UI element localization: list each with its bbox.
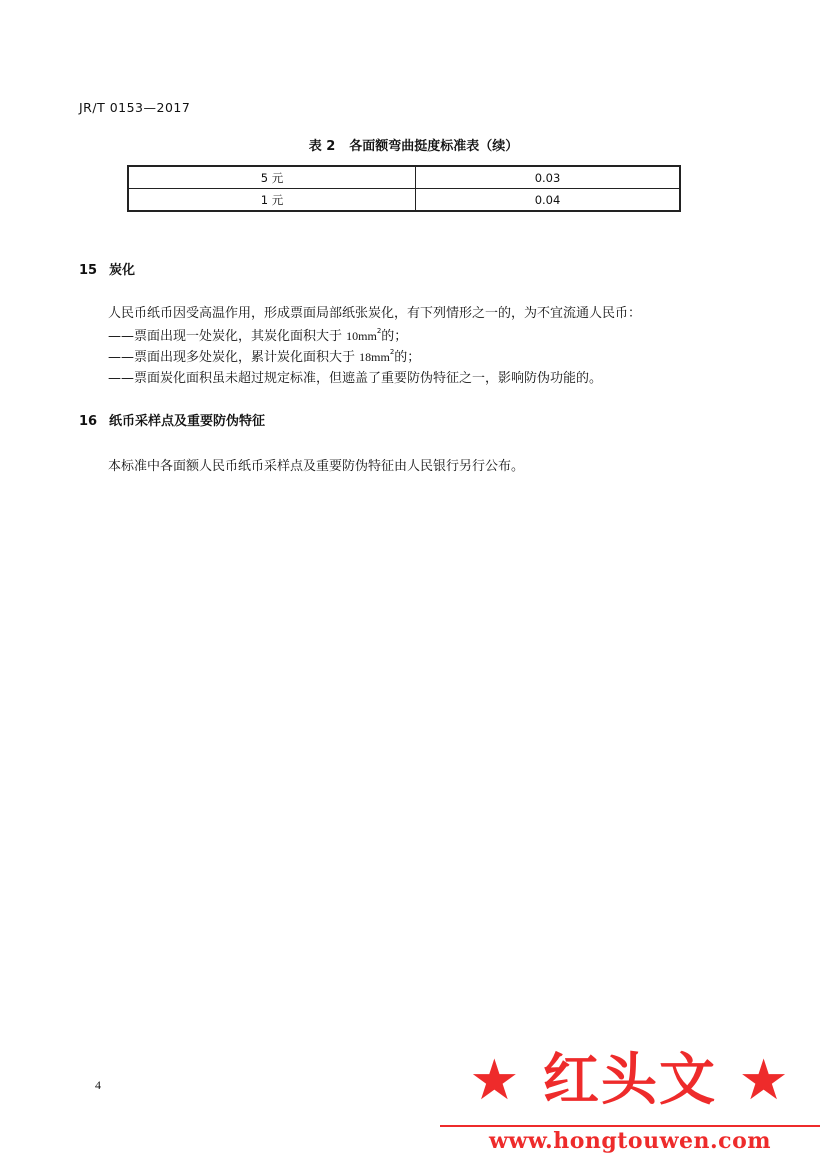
watermark-divider [440, 1125, 820, 1127]
value-cell: 0.03 [416, 166, 681, 189]
watermark-title: 红头文 [543, 1047, 717, 1113]
star-icon: ★ [469, 1048, 522, 1113]
section-15-heading [79, 259, 135, 278]
watermark-url: www.hongtouwen.com [488, 1128, 772, 1154]
item-suffix: 的； [394, 350, 421, 365]
denomination-cell: 5 元 [128, 166, 416, 189]
star-icon: ★ [738, 1048, 791, 1113]
stiffness-standard-table [127, 165, 681, 212]
denomination-cell: 1 元 [128, 189, 416, 212]
table-caption-number: 表 2 [308, 139, 336, 154]
section-15-intro: 人民币纸币因受高温作用，形成票面局部纸张炭化，有下列情形之一的，为不宜流通人民币： [108, 306, 642, 321]
table-caption-title: 各面额弯曲挺度标准表（续） [349, 139, 519, 154]
section-16-body: 本标准中各面额人民币纸币采样点及重要防伪特征由人民银行另行公布。 [108, 459, 525, 474]
table-caption [0, 135, 827, 154]
section-15-item-3: ——票面炭化面积虽未超过规定标准，但遮盖了重要防伪特征之一，影响防伪功能的。 [108, 371, 603, 386]
item-suffix: 的； [381, 329, 408, 344]
superscript: 2 [389, 348, 395, 356]
value-cell: 0.04 [416, 189, 681, 212]
item-text: ——票面出现多处炭化，累计炭化面积大于 [108, 350, 360, 365]
area-value: 10mm [346, 329, 377, 343]
document-code: JR/T 0153—2017 [79, 100, 191, 115]
section-15-item-2 [108, 346, 420, 365]
superscript: 2 [376, 327, 382, 335]
section-title: 纸币采样点及重要防伪特征 [109, 414, 266, 429]
area-value: 18mm [359, 350, 390, 364]
section-title: 炭化 [109, 263, 136, 278]
item-text: ——票面出现一处炭化，其炭化面积大于 [108, 329, 347, 344]
section-number: 15 [79, 263, 98, 278]
section-number: 16 [79, 414, 98, 429]
page-number: 4 [95, 1078, 101, 1092]
section-16-heading [79, 410, 265, 429]
table-row [128, 166, 680, 189]
section-15-item-1 [108, 325, 407, 344]
table-row [128, 189, 680, 212]
watermark [440, 1048, 820, 1158]
